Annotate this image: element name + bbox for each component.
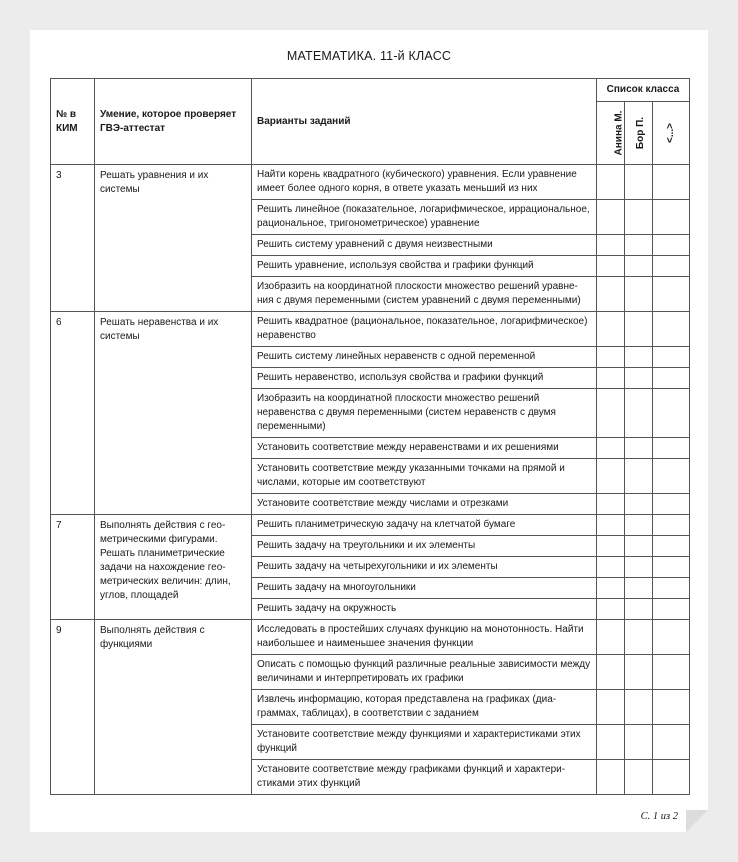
- header-class-list: Список класса: [597, 79, 690, 102]
- table-row: [51, 515, 690, 536]
- task-cell: Решить линейное (показательное, логарифмическое, иррациональное, рациональное, тригонометрическое) уравнение: [252, 200, 597, 235]
- page-number: С. 1 из 2: [640, 811, 678, 822]
- student-mark-cell[interactable]: [597, 655, 625, 690]
- student-mark-cell[interactable]: [625, 368, 653, 389]
- header-tasks: Варианты заданий: [252, 79, 597, 165]
- task-cell: Решить задачу на треугольники и их элементы: [252, 536, 597, 557]
- header-kim: № в КИМ: [51, 79, 95, 165]
- task-cell: Извлечь информацию, которая представлена на графиках (диаграммах, таблицах), в соответствии с заданием: [252, 690, 597, 725]
- student-mark-cell[interactable]: [653, 277, 690, 312]
- table-body: [51, 165, 690, 795]
- student-mark-cell[interactable]: [625, 438, 653, 459]
- student-mark-cell[interactable]: [625, 200, 653, 235]
- student-mark-cell[interactable]: [597, 690, 625, 725]
- task-cell: Исследовать в простейших случаях функцию на монотонность. Найти наибольшее и наименьшее значения функции: [252, 620, 597, 655]
- task-cell: Решить систему линейных неравенств с одной переменной: [252, 347, 597, 368]
- header-student-1: Анина М.: [597, 102, 625, 165]
- student-mark-cell[interactable]: [597, 165, 625, 200]
- student-mark-cell[interactable]: [597, 277, 625, 312]
- student-mark-cell[interactable]: [597, 389, 625, 438]
- student-mark-cell[interactable]: [625, 277, 653, 312]
- student-mark-cell[interactable]: [625, 690, 653, 725]
- task-cell: Решить задачу на окружность: [252, 599, 597, 620]
- student-mark-cell[interactable]: [597, 494, 625, 515]
- task-cell: Решить систему уравнений с двумя неизвестными: [252, 235, 597, 256]
- skill-cell: Решать уравнения и их системы: [95, 165, 252, 312]
- kim-number: 6: [51, 312, 95, 515]
- kim-number: 9: [51, 620, 95, 795]
- task-cell: Решить неравенство, используя свойства и графики функций: [252, 368, 597, 389]
- student-mark-cell[interactable]: [653, 438, 690, 459]
- student-mark-cell[interactable]: [625, 620, 653, 655]
- student-mark-cell[interactable]: [625, 347, 653, 368]
- skill-cell: Решать неравенства и их системы: [95, 312, 252, 515]
- student-mark-cell[interactable]: [653, 725, 690, 760]
- student-mark-cell[interactable]: [597, 256, 625, 277]
- student-mark-cell[interactable]: [597, 312, 625, 347]
- student-mark-cell[interactable]: [625, 459, 653, 494]
- student-mark-cell[interactable]: [625, 389, 653, 438]
- student-mark-cell[interactable]: [653, 200, 690, 235]
- student-mark-cell[interactable]: [625, 256, 653, 277]
- table-row: [51, 165, 690, 200]
- student-mark-cell[interactable]: [597, 557, 625, 578]
- task-cell: Решить задачу на многоугольники: [252, 578, 597, 599]
- task-cell: Установите соответствие между графиками функций и характеристиками этих функций: [252, 760, 597, 795]
- student-mark-cell[interactable]: [597, 515, 625, 536]
- task-cell: Описать с помощью функций различные реальные зависимости между величинами и интерпретировать их графики: [252, 655, 597, 690]
- task-cell: Решить уравнение, используя свойства и графики функций: [252, 256, 597, 277]
- student-mark-cell[interactable]: [597, 200, 625, 235]
- student-mark-cell[interactable]: [653, 368, 690, 389]
- student-mark-cell[interactable]: [625, 312, 653, 347]
- student-mark-cell[interactable]: [625, 536, 653, 557]
- student-mark-cell[interactable]: [653, 599, 690, 620]
- student-mark-cell[interactable]: [597, 536, 625, 557]
- table-row: [51, 620, 690, 655]
- student-mark-cell[interactable]: [653, 165, 690, 200]
- task-cell: Решить квадратное (рациональное, показательное, логарифмическое) неравенство: [252, 312, 597, 347]
- student-mark-cell[interactable]: [653, 760, 690, 795]
- student-mark-cell[interactable]: [625, 165, 653, 200]
- student-mark-cell[interactable]: [597, 725, 625, 760]
- task-cell: Установить соответствие между неравенствами и их решениями: [252, 438, 597, 459]
- student-mark-cell[interactable]: [625, 578, 653, 599]
- student-mark-cell[interactable]: [597, 760, 625, 795]
- student-mark-cell[interactable]: [625, 599, 653, 620]
- kim-number: 7: [51, 515, 95, 620]
- student-mark-cell[interactable]: [653, 347, 690, 368]
- student-mark-cell[interactable]: [597, 599, 625, 620]
- skill-cell: Выполнять действия с функциями: [95, 620, 252, 795]
- task-cell: Решить планиметрическую задачу на клетчатой бумаге: [252, 515, 597, 536]
- student-mark-cell[interactable]: [597, 347, 625, 368]
- student-mark-cell[interactable]: [653, 515, 690, 536]
- student-mark-cell[interactable]: [653, 235, 690, 256]
- task-cell: Установить соответствие между указанными точками на прямой и числами, которые им соответствуют: [252, 459, 597, 494]
- task-cell: Изобразить на координатной плоскости множество решений уравнения с двумя переменными (систем уравнений с двумя переменными): [252, 277, 597, 312]
- header-student-2: Бор П.: [625, 102, 653, 165]
- student-mark-cell[interactable]: [653, 690, 690, 725]
- student-mark-cell[interactable]: [597, 459, 625, 494]
- student-mark-cell[interactable]: [597, 368, 625, 389]
- student-mark-cell[interactable]: [625, 557, 653, 578]
- student-mark-cell[interactable]: [653, 312, 690, 347]
- student-mark-cell[interactable]: [653, 620, 690, 655]
- student-mark-cell[interactable]: [625, 725, 653, 760]
- student-mark-cell[interactable]: [597, 578, 625, 599]
- student-mark-cell[interactable]: [653, 389, 690, 438]
- student-mark-cell[interactable]: [653, 256, 690, 277]
- student-mark-cell[interactable]: [625, 235, 653, 256]
- header-student-3: <...>: [653, 102, 690, 165]
- task-cell: Установите соответствие между числами и отрезками: [252, 494, 597, 515]
- student-mark-cell[interactable]: [625, 494, 653, 515]
- student-mark-cell[interactable]: [653, 655, 690, 690]
- student-mark-cell[interactable]: [597, 235, 625, 256]
- skill-cell: Выполнять действия с геометрическими фигурами. Решать планиметрические задачи на нахождение геометрических величин: длин, углов, площадей: [95, 515, 252, 620]
- task-cell: Установите соответствие между функциями и характеристиками этих функций: [252, 725, 597, 760]
- student-mark-cell[interactable]: [653, 536, 690, 557]
- student-mark-cell[interactable]: [597, 438, 625, 459]
- page-fold-corner: [686, 810, 708, 832]
- task-cell: Изобразить на координатной плоскости множество решений неравенства с двумя переменными (систем неравенств с двумя переменными): [252, 389, 597, 438]
- page-title: МАТЕМАТИКА. 11-й КЛАСС: [286, 49, 452, 63]
- table-row: [51, 312, 690, 347]
- student-mark-cell[interactable]: [625, 655, 653, 690]
- skills-table: [50, 78, 690, 795]
- student-mark-cell[interactable]: [653, 459, 690, 494]
- task-cell: Решить задачу на четырехугольники и их элементы: [252, 557, 597, 578]
- kim-number: 3: [51, 165, 95, 312]
- student-mark-cell[interactable]: [625, 515, 653, 536]
- student-mark-cell[interactable]: [653, 494, 690, 515]
- student-mark-cell[interactable]: [597, 620, 625, 655]
- student-mark-cell[interactable]: [625, 760, 653, 795]
- document-page: [30, 30, 708, 832]
- task-cell: Найти корень квадратного (кубического) уравнения. Если уравнение имеет более одного корня, в ответе указать меньший из них: [252, 165, 597, 200]
- header-skill: Умение, которое проверяет ГВЭ-аттестат: [95, 79, 252, 165]
- student-mark-cell[interactable]: [653, 557, 690, 578]
- student-mark-cell[interactable]: [653, 578, 690, 599]
